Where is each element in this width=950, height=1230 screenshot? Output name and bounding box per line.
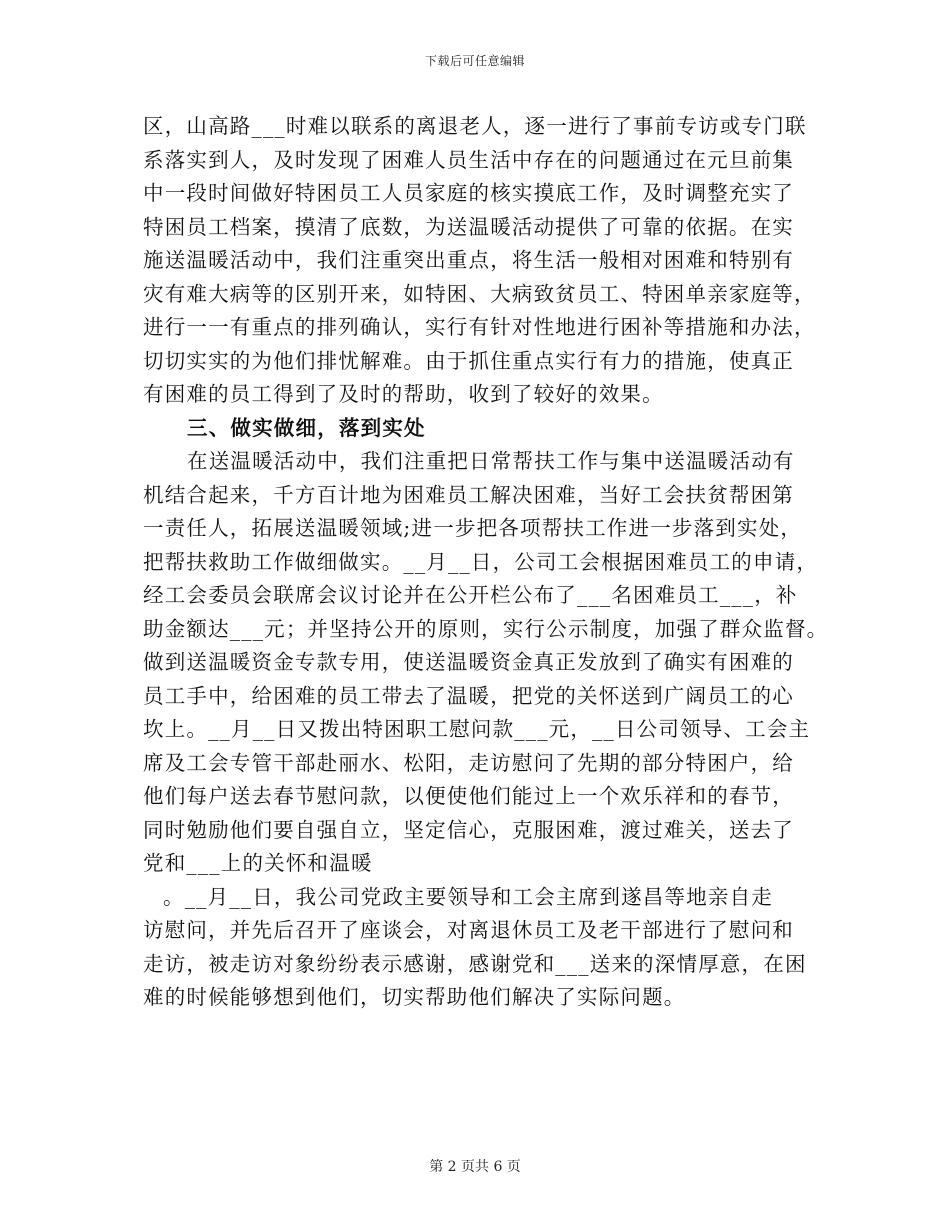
body-line: 同时勉励他们要自强自立，坚定信心，克服困难，渡过难关，送去了 <box>143 817 794 842</box>
body-line: 区，山高路___时难以联系的离退老人，逐一进行了事前专访或专门联 <box>143 114 807 138</box>
page-footer: 第 2 页共 6 页 <box>429 1159 521 1175</box>
body-line: 难的时候能够想到他们，切实帮助他们解决了实际问题。 <box>143 985 686 1009</box>
section-heading: 三、做实做细，落到实处 <box>187 415 426 440</box>
body-line: 施送温暖活动中，我们注重突出重点，将生活一般相对困难和特别有 <box>143 248 794 272</box>
body-line: 系落实到人，及时发现了困难人员生活中存在的问题通过在元旦前集 <box>143 147 794 172</box>
body-line: 切切实实的为他们排忧解难。由于抓住重点实行有力的措施，使真正 <box>143 348 794 373</box>
body-line: 一责任人，拓展送温暖领域;进一步把各项帮扶工作进一步落到实处， <box>143 516 803 540</box>
body-line: 访慰问，并先后召开了座谈会，对离退休员工及老干部进行了慰问和 <box>143 918 794 942</box>
document-body <box>143 110 843 1015</box>
body-line: 他们每户送去春节慰问款，以便使他们能过上一个欢乐祥和的春节， <box>143 784 794 808</box>
body-line: 席及工会专管干部赴丽水、松阳，走访慰问了先期的部分特困户，给 <box>143 750 794 775</box>
page-header: 下载后可任意编辑 <box>424 54 525 68</box>
body-line: 把帮扶救助工作做细做实。__月__日，公司工会根据困难员工的申请， <box>143 549 819 574</box>
body-line: 在送温暖活动中，我们注重把日常帮扶工作与集中送温暖活动有 <box>187 449 795 473</box>
body-line: 党和___上的关怀和温暖 <box>143 851 373 875</box>
body-line: 特困员工档案，摸清了底数，为送温暖活动提供了可靠的依据。在实 <box>143 214 794 239</box>
body-line: 中一段时间做好特困员工人员家庭的核实摸底工作，及时调整充实了 <box>143 181 794 205</box>
body-line: 灾有难大病等的区别开来，如特困、大病致贫员工、特困单亲家庭等， <box>143 281 816 306</box>
body-line: 助金额达___元；并坚持公开的原则，实行公示制度，加强了群众监督。 <box>143 616 829 641</box>
body-line: 。__月__日，我公司党政主要领导和工会主席到遂昌等地亲自走 <box>163 884 773 909</box>
body-line: 有困难的员工得到了及时的帮助，收到了较好的效果。 <box>143 382 664 406</box>
body-line: 机结合起来，千方百计地为困难员工解决困难，当好工会扶贫帮困第 <box>143 482 794 507</box>
body-line: 进行一一有重点的排列确认，实行有针对性地进行困补等措施和办法， <box>143 315 816 339</box>
body-line: 员工手中，给困难的员工带去了温暖，把党的关怀送到广阔员工的心 <box>143 683 794 708</box>
body-line: 做到送温暖资金专款专用，使送温暖资金真正发放到了确实有困难的 <box>143 650 794 674</box>
body-line: 走访，被走访对象纷纷表示感谢，感谢党和___送来的深情厚意，在困 <box>143 951 807 976</box>
body-line: 经工会委员会联席会议讨论并在公开栏公布了___名困难员工___，补 <box>143 583 798 607</box>
body-line: 坎上。__月__日又拨出特困职工慰问款___元，__日公司领导、工会主 <box>143 717 811 741</box>
